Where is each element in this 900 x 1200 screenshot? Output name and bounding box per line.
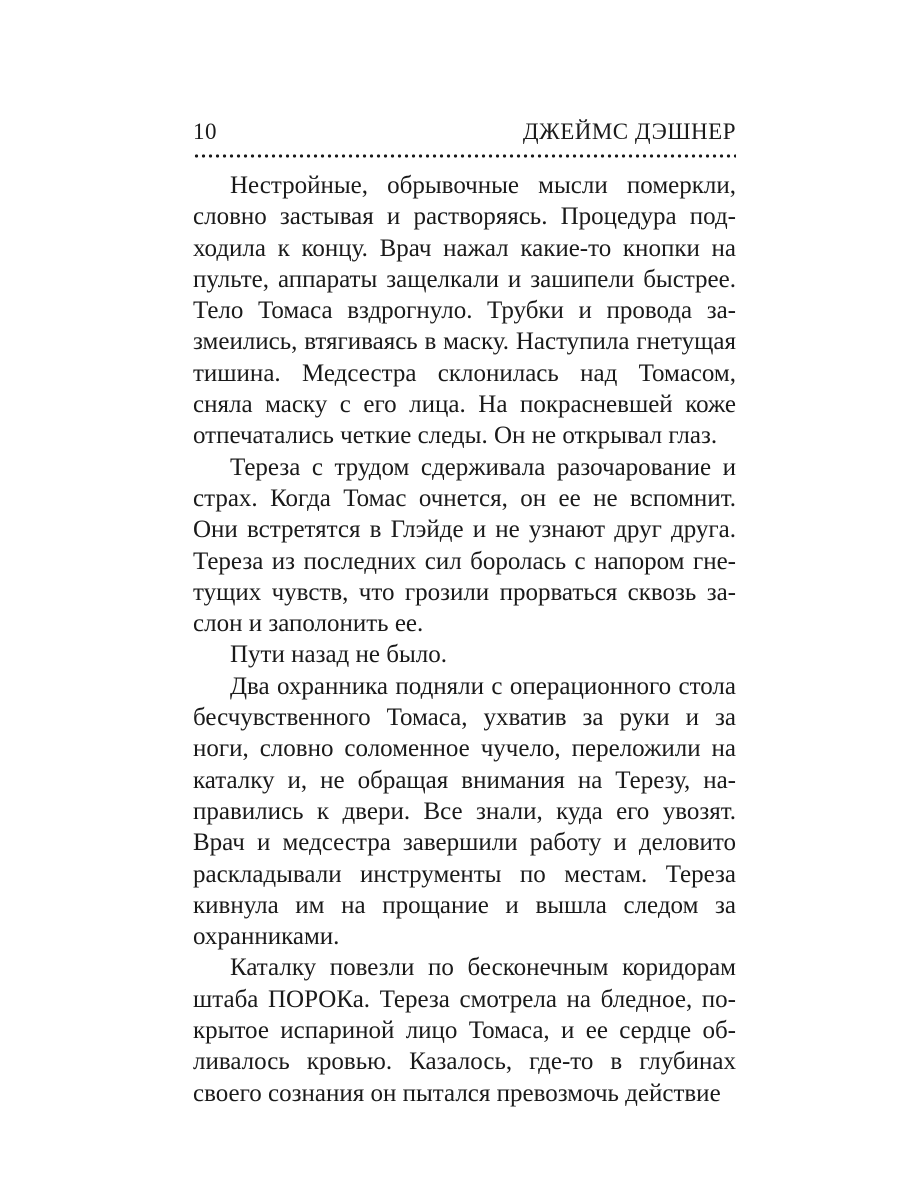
running-head [193,118,736,146]
paragraph-5: Каталку повезли по бесконечным коридорам штаба ПОРОКа. Тереза смотрела на бледное, покрытое испариной лицо Томаса, и ее сердце обливалось кровью. Казалось, где-то в глубинах своего сознания он пытался превозмочь действие [193,954,736,1107]
body-text [193,170,736,1109]
book-page [193,118,736,1109]
paragraph-4: Два охранника подняли с операционного стола бесчувственного Томаса, ухватив за руки и за ноги, словно соломенное чучело, переложили на каталку и, не обращая внимания на Терезу, направились к двери. Все знали, куда его увозят. Врач и медсестра завершили работу и деловито раскладывали инструменты по местам. Тереза кивнула им на прощание и вышла следом за охранниками. [193,672,736,951]
paragraph-1: Нестройные, обрывочные мысли померкли, словно застывая и растворяясь. Процедура подходила к концу. Врач нажал какие-то кнопки на пульте, аппараты защелкали и зашипели быстрее. Тело Томаса вздрогнуло. Трубки и провода зазмеились, втягиваясь в маску. Наступила гнетущая тишина. Медсестра склонилась над Томасом, сняла маску с его лица. На покрасневшей коже отпечатались четкие следы. Он не открывал глаз. [193,172,736,450]
page-number: 10 [193,119,217,144]
paragraph-2: Тереза с трудом сдерживала разочарование и страх. Когда Томас очнется, он ее не вспомнит. Они встретятся в Глэйде и не узнают друг друга. Тереза из последних сил боролась с напором гнетущих чувств, что грозили прорваться сквозь заслон и заполонить ее. [193,453,736,638]
paragraph-3: Пути назад не было. [230,641,447,669]
dotted-divider [193,154,736,158]
author-name: ДЖЕЙМС ДЭШНЕР [522,119,736,144]
